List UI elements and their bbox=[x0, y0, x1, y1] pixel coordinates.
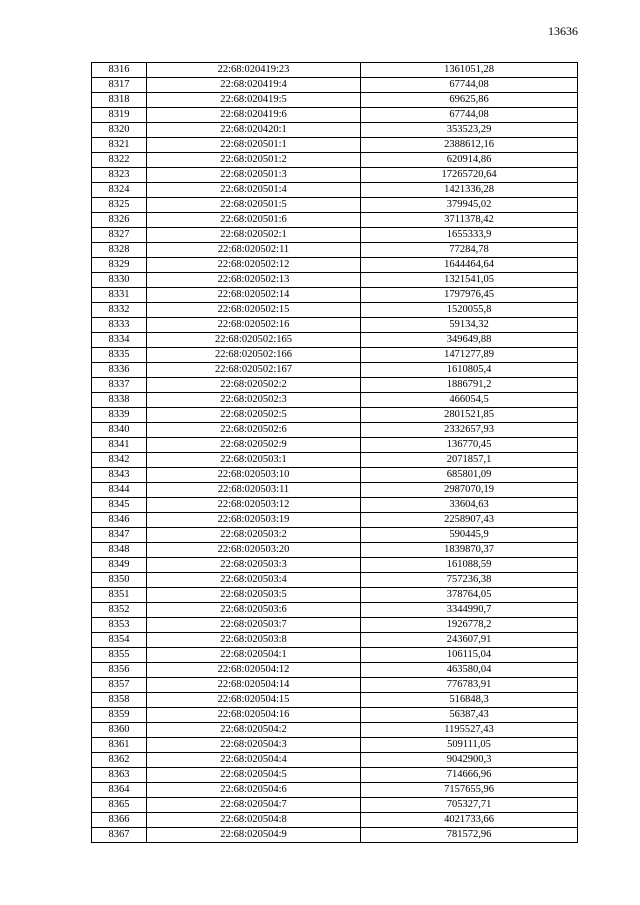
row-index-cell: 8339 bbox=[92, 408, 147, 423]
value-cell: 3711378,42 bbox=[361, 213, 578, 228]
row-index-cell: 8337 bbox=[92, 378, 147, 393]
row-index-cell: 8344 bbox=[92, 483, 147, 498]
cadastral-number-cell: 22:68:020503:19 bbox=[147, 513, 361, 528]
cadastral-number-cell: 22:68:020502:166 bbox=[147, 348, 361, 363]
value-cell: 353523,29 bbox=[361, 123, 578, 138]
table-row bbox=[92, 693, 578, 708]
value-cell: 1421336,28 bbox=[361, 183, 578, 198]
row-index-cell: 8358 bbox=[92, 693, 147, 708]
value-cell: 516848,3 bbox=[361, 693, 578, 708]
row-index-cell: 8349 bbox=[92, 558, 147, 573]
row-index-cell: 8362 bbox=[92, 753, 147, 768]
value-cell: 1321541,05 bbox=[361, 273, 578, 288]
cadastral-number-cell: 22:68:020502:12 bbox=[147, 258, 361, 273]
cadastral-number-cell: 22:68:020504:7 bbox=[147, 798, 361, 813]
value-cell: 1471277,89 bbox=[361, 348, 578, 363]
value-cell: 2801521,85 bbox=[361, 408, 578, 423]
cadastral-number-cell: 22:68:020503:5 bbox=[147, 588, 361, 603]
cadastral-number-cell: 22:68:020504:2 bbox=[147, 723, 361, 738]
row-index-cell: 8335 bbox=[92, 348, 147, 363]
cadastral-number-cell: 22:68:020504:14 bbox=[147, 678, 361, 693]
row-index-cell: 8318 bbox=[92, 93, 147, 108]
cadastral-number-cell: 22:68:020504:4 bbox=[147, 753, 361, 768]
row-index-cell: 8333 bbox=[92, 318, 147, 333]
cadastral-number-cell: 22:68:020502:2 bbox=[147, 378, 361, 393]
value-cell: 757236,38 bbox=[361, 573, 578, 588]
cadastral-number-cell: 22:68:020502:1 bbox=[147, 228, 361, 243]
value-cell: 4021733,66 bbox=[361, 813, 578, 828]
value-cell: 379945,02 bbox=[361, 198, 578, 213]
table-row bbox=[92, 258, 578, 273]
row-index-cell: 8347 bbox=[92, 528, 147, 543]
row-index-cell: 8363 bbox=[92, 768, 147, 783]
row-index-cell: 8345 bbox=[92, 498, 147, 513]
cadastral-number-cell: 22:68:020502:16 bbox=[147, 318, 361, 333]
value-cell: 1655333,9 bbox=[361, 228, 578, 243]
table-row bbox=[92, 288, 578, 303]
table-row bbox=[92, 678, 578, 693]
row-index-cell: 8336 bbox=[92, 363, 147, 378]
table-row bbox=[92, 273, 578, 288]
value-cell: 714666,96 bbox=[361, 768, 578, 783]
table-row bbox=[92, 408, 578, 423]
cadastral-number-cell: 22:68:020502:13 bbox=[147, 273, 361, 288]
cadastral-number-cell: 22:68:020501:3 bbox=[147, 168, 361, 183]
row-index-cell: 8343 bbox=[92, 468, 147, 483]
cadastral-number-cell: 22:68:020502:6 bbox=[147, 423, 361, 438]
table-row bbox=[92, 153, 578, 168]
value-cell: 59134,32 bbox=[361, 318, 578, 333]
value-cell: 1195527,43 bbox=[361, 723, 578, 738]
row-index-cell: 8341 bbox=[92, 438, 147, 453]
row-index-cell: 8327 bbox=[92, 228, 147, 243]
cadastral-number-cell: 22:68:020504:5 bbox=[147, 768, 361, 783]
table-row bbox=[92, 168, 578, 183]
row-index-cell: 8322 bbox=[92, 153, 147, 168]
value-cell: 2258907,43 bbox=[361, 513, 578, 528]
cadastral-number-cell: 22:68:020504:12 bbox=[147, 663, 361, 678]
row-index-cell: 8319 bbox=[92, 108, 147, 123]
cadastral-number-cell: 22:68:020503:1 bbox=[147, 453, 361, 468]
cadastral-number-cell: 22:68:020503:11 bbox=[147, 483, 361, 498]
cadastral-number-cell: 22:68:020504:15 bbox=[147, 693, 361, 708]
table-row bbox=[92, 768, 578, 783]
value-cell: 2071857,1 bbox=[361, 453, 578, 468]
table-row bbox=[92, 648, 578, 663]
row-index-cell: 8329 bbox=[92, 258, 147, 273]
value-cell: 106115,04 bbox=[361, 648, 578, 663]
cadastral-number-cell: 22:68:020501:2 bbox=[147, 153, 361, 168]
value-cell: 705327,71 bbox=[361, 798, 578, 813]
table-row bbox=[92, 618, 578, 633]
table-row bbox=[92, 633, 578, 648]
table-row bbox=[92, 453, 578, 468]
table-row bbox=[92, 108, 578, 123]
table-row bbox=[92, 603, 578, 618]
table-row bbox=[92, 573, 578, 588]
cadastral-number-cell: 22:68:020501:6 bbox=[147, 213, 361, 228]
row-index-cell: 8357 bbox=[92, 678, 147, 693]
cadastral-number-cell: 22:68:020503:2 bbox=[147, 528, 361, 543]
row-index-cell: 8326 bbox=[92, 213, 147, 228]
value-cell: 620914,86 bbox=[361, 153, 578, 168]
table-row bbox=[92, 63, 578, 78]
table-row bbox=[92, 513, 578, 528]
value-cell: 466054,5 bbox=[361, 393, 578, 408]
table-row bbox=[92, 198, 578, 213]
value-cell: 56387,43 bbox=[361, 708, 578, 723]
table-row bbox=[92, 363, 578, 378]
row-index-cell: 8350 bbox=[92, 573, 147, 588]
row-index-cell: 8346 bbox=[92, 513, 147, 528]
value-cell: 1926778,2 bbox=[361, 618, 578, 633]
cadastral-number-cell: 22:68:020503:20 bbox=[147, 543, 361, 558]
cadastral-number-cell: 22:68:020502:15 bbox=[147, 303, 361, 318]
value-cell: 349649,88 bbox=[361, 333, 578, 348]
cadastral-number-cell: 22:68:020504:3 bbox=[147, 738, 361, 753]
cadastral-number-cell: 22:68:020419:23 bbox=[147, 63, 361, 78]
table-row bbox=[92, 423, 578, 438]
cadastral-number-cell: 22:68:020501:5 bbox=[147, 198, 361, 213]
value-cell: 1797976,45 bbox=[361, 288, 578, 303]
row-index-cell: 8365 bbox=[92, 798, 147, 813]
table-row bbox=[92, 813, 578, 828]
cadastral-number-cell: 22:68:020503:3 bbox=[147, 558, 361, 573]
table-row bbox=[92, 738, 578, 753]
table-row bbox=[92, 723, 578, 738]
table-row bbox=[92, 708, 578, 723]
table-row bbox=[92, 393, 578, 408]
row-index-cell: 8352 bbox=[92, 603, 147, 618]
cadastral-number-cell: 22:68:020502:165 bbox=[147, 333, 361, 348]
table-row bbox=[92, 753, 578, 768]
value-cell: 69625,86 bbox=[361, 93, 578, 108]
table-row bbox=[92, 378, 578, 393]
cadastral-number-cell: 22:68:020502:9 bbox=[147, 438, 361, 453]
row-index-cell: 8338 bbox=[92, 393, 147, 408]
table-row bbox=[92, 543, 578, 558]
value-cell: 77284,78 bbox=[361, 243, 578, 258]
row-index-cell: 8330 bbox=[92, 273, 147, 288]
cadastral-number-cell: 22:68:020419:5 bbox=[147, 93, 361, 108]
value-cell: 463580,04 bbox=[361, 663, 578, 678]
cadastral-number-cell: 22:68:020501:1 bbox=[147, 138, 361, 153]
row-index-cell: 8353 bbox=[92, 618, 147, 633]
table-row bbox=[92, 558, 578, 573]
table-row bbox=[92, 78, 578, 93]
table-row bbox=[92, 303, 578, 318]
row-index-cell: 8316 bbox=[92, 63, 147, 78]
row-index-cell: 8366 bbox=[92, 813, 147, 828]
table-body bbox=[92, 63, 578, 843]
cadastral-number-cell: 22:68:020503:4 bbox=[147, 573, 361, 588]
cadastral-number-cell: 22:68:020501:4 bbox=[147, 183, 361, 198]
row-index-cell: 8348 bbox=[92, 543, 147, 558]
row-index-cell: 8340 bbox=[92, 423, 147, 438]
row-index-cell: 8331 bbox=[92, 288, 147, 303]
value-cell: 2987070,19 bbox=[361, 483, 578, 498]
value-cell: 1520055,8 bbox=[361, 303, 578, 318]
value-cell: 776783,91 bbox=[361, 678, 578, 693]
table-row bbox=[92, 663, 578, 678]
value-cell: 67744,08 bbox=[361, 78, 578, 93]
value-cell: 2332657,93 bbox=[361, 423, 578, 438]
row-index-cell: 8342 bbox=[92, 453, 147, 468]
cadastral-number-cell: 22:68:020504:1 bbox=[147, 648, 361, 663]
value-cell: 1610805,4 bbox=[361, 363, 578, 378]
table-row bbox=[92, 243, 578, 258]
table-row bbox=[92, 783, 578, 798]
cadastral-number-cell: 22:68:020419:4 bbox=[147, 78, 361, 93]
value-cell: 7157655,96 bbox=[361, 783, 578, 798]
row-index-cell: 8317 bbox=[92, 78, 147, 93]
cadastral-number-cell: 22:68:020504:16 bbox=[147, 708, 361, 723]
cadastral-number-cell: 22:68:020502:11 bbox=[147, 243, 361, 258]
cadastral-number-cell: 22:68:020503:12 bbox=[147, 498, 361, 513]
cadastral-table bbox=[91, 62, 578, 843]
table-row bbox=[92, 828, 578, 843]
row-index-cell: 8320 bbox=[92, 123, 147, 138]
row-index-cell: 8334 bbox=[92, 333, 147, 348]
table-row bbox=[92, 183, 578, 198]
cadastral-number-cell: 22:68:020503:8 bbox=[147, 633, 361, 648]
value-cell: 3344990,7 bbox=[361, 603, 578, 618]
row-index-cell: 8351 bbox=[92, 588, 147, 603]
cadastral-number-cell: 22:68:020502:14 bbox=[147, 288, 361, 303]
table-row bbox=[92, 798, 578, 813]
value-cell: 17265720,64 bbox=[361, 168, 578, 183]
table-row bbox=[92, 228, 578, 243]
value-cell: 781572,96 bbox=[361, 828, 578, 843]
row-index-cell: 8364 bbox=[92, 783, 147, 798]
value-cell: 136770,45 bbox=[361, 438, 578, 453]
value-cell: 1886791,2 bbox=[361, 378, 578, 393]
value-cell: 33604,63 bbox=[361, 498, 578, 513]
value-cell: 1644464,64 bbox=[361, 258, 578, 273]
value-cell: 161088,59 bbox=[361, 558, 578, 573]
value-cell: 685801,09 bbox=[361, 468, 578, 483]
value-cell: 1361051,28 bbox=[361, 63, 578, 78]
table-row bbox=[92, 528, 578, 543]
table-row bbox=[92, 588, 578, 603]
table-row bbox=[92, 483, 578, 498]
value-cell: 1839870,37 bbox=[361, 543, 578, 558]
value-cell: 243607,91 bbox=[361, 633, 578, 648]
row-index-cell: 8321 bbox=[92, 138, 147, 153]
table-row bbox=[92, 213, 578, 228]
cadastral-number-cell: 22:68:020502:5 bbox=[147, 408, 361, 423]
value-cell: 2388612,16 bbox=[361, 138, 578, 153]
table-row bbox=[92, 333, 578, 348]
row-index-cell: 8360 bbox=[92, 723, 147, 738]
cadastral-number-cell: 22:68:020420:1 bbox=[147, 123, 361, 138]
value-cell: 590445,9 bbox=[361, 528, 578, 543]
row-index-cell: 8359 bbox=[92, 708, 147, 723]
cadastral-number-cell: 22:68:020419:6 bbox=[147, 108, 361, 123]
cadastral-number-cell: 22:68:020504:8 bbox=[147, 813, 361, 828]
row-index-cell: 8361 bbox=[92, 738, 147, 753]
row-index-cell: 8354 bbox=[92, 633, 147, 648]
row-index-cell: 8328 bbox=[92, 243, 147, 258]
row-index-cell: 8332 bbox=[92, 303, 147, 318]
cadastral-number-cell: 22:68:020503:10 bbox=[147, 468, 361, 483]
row-index-cell: 8367 bbox=[92, 828, 147, 843]
cadastral-number-cell: 22:68:020503:7 bbox=[147, 618, 361, 633]
table-row bbox=[92, 438, 578, 453]
value-cell: 9042900,3 bbox=[361, 753, 578, 768]
row-index-cell: 8324 bbox=[92, 183, 147, 198]
cadastral-number-cell: 22:68:020504:6 bbox=[147, 783, 361, 798]
row-index-cell: 8325 bbox=[92, 198, 147, 213]
cadastral-number-cell: 22:68:020504:9 bbox=[147, 828, 361, 843]
value-cell: 509111,05 bbox=[361, 738, 578, 753]
cadastral-number-cell: 22:68:020502:3 bbox=[147, 393, 361, 408]
row-index-cell: 8323 bbox=[92, 168, 147, 183]
value-cell: 378764,05 bbox=[361, 588, 578, 603]
table-row bbox=[92, 498, 578, 513]
table-row bbox=[92, 123, 578, 138]
value-cell: 67744,08 bbox=[361, 108, 578, 123]
cadastral-number-cell: 22:68:020502:167 bbox=[147, 363, 361, 378]
table-row bbox=[92, 93, 578, 108]
table-row bbox=[92, 468, 578, 483]
cadastral-number-cell: 22:68:020503:6 bbox=[147, 603, 361, 618]
table-row bbox=[92, 318, 578, 333]
row-index-cell: 8355 bbox=[92, 648, 147, 663]
table-row bbox=[92, 138, 578, 153]
table-row bbox=[92, 348, 578, 363]
page-number: 13636 bbox=[548, 24, 578, 38]
row-index-cell: 8356 bbox=[92, 663, 147, 678]
